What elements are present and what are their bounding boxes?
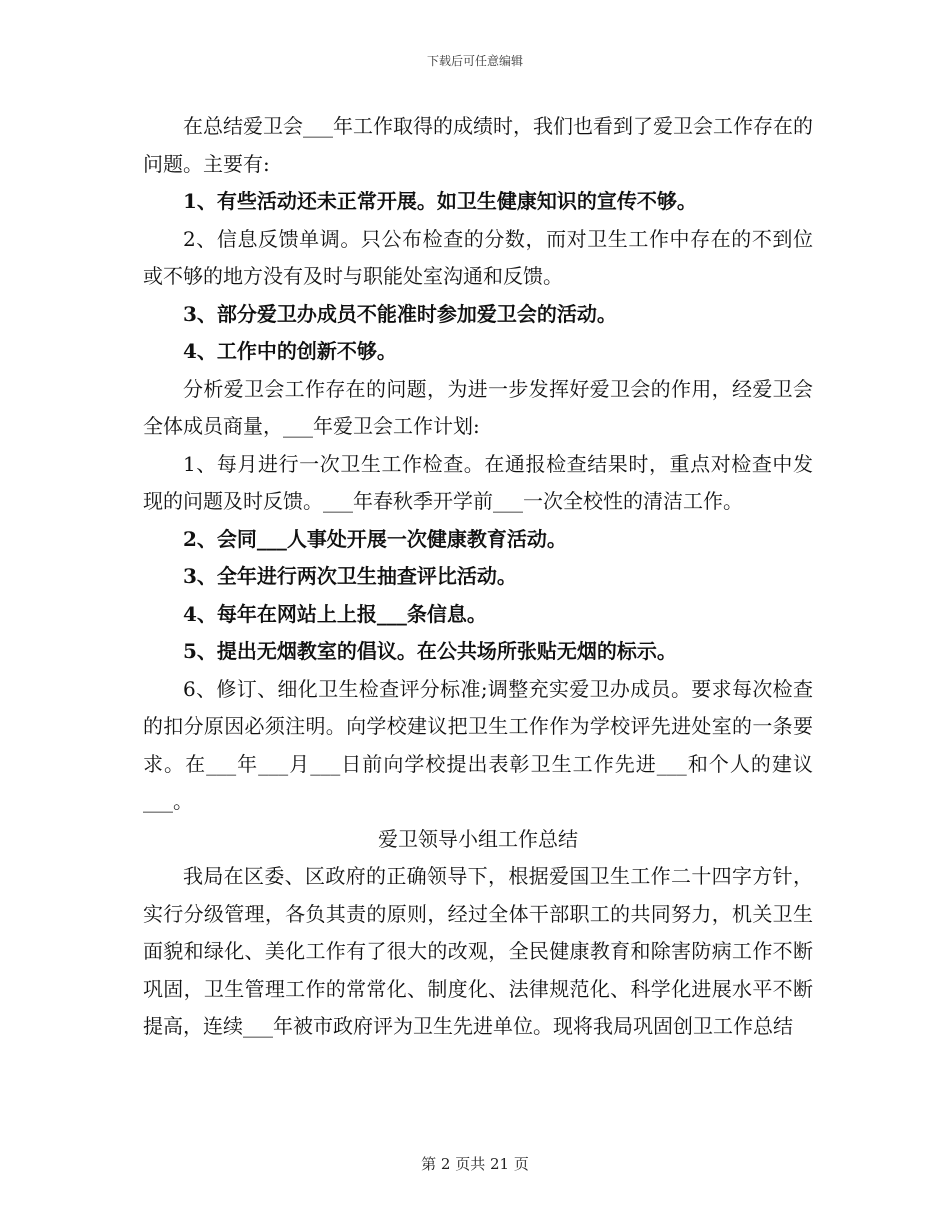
page-footer: 第 2 页共 21 页 (421, 1155, 529, 1173)
section-title: 爱卫领导小组工作总结 (378, 826, 578, 851)
paragraph-summary: 我局在区委、区政府的正确领导下，根据爱国卫生工作二十四字方针，实行分级管理，各负其责的原则，经过全体干部职工的共同努力，机关卫生面貌和绿化、美化工作有了很大的改观，全民健康教育和除害防病工作不断巩固，卫生管理工作的常常化、制度化、法律规范化、科学化进展水平不断提高，连续___年被市政府评为卫生先进单位。现将我局巩固创卫工作总结 (143, 864, 813, 1038)
paragraph-problem-4: 4、工作中的创新不够。 (183, 339, 397, 363)
paragraph-plan-1: 1、每月进行一次卫生工作检查。在通报检查结果时，重点对检查中发现的问题及时反馈。___年春秋季开学前___一次全校性的清洁工作。 (143, 451, 813, 513)
paragraph-plan-3: 3、全年进行两次卫生抽查评比活动。 (183, 564, 517, 588)
paragraph-plan-4: 4、每年在网站上上报___条信息。 (183, 601, 487, 626)
paragraph-intro: 在总结爱卫会___年工作取得的成绩时，我们也看到了爱卫会工作存在的问题。主要有: (143, 114, 813, 176)
paragraph-plan-6: 6、修订、细化卫生检查评分标准;调整充实爱卫办成员。要求每次检查的扣分原因必须注明。向学校建议把卫生工作作为学校评先进处室的一条要求。在___年___月___日前向学校提出表彰卫生工作先进___和个人的建议___。 (143, 676, 813, 813)
paragraph-plan-2: 2、会同___人事处开展一次健康教育活动。 (183, 526, 567, 551)
paragraph-analysis: 分析爱卫会工作存在的问题，为进一步发挥好爱卫会的作用，经爱卫会全体成员商量，___年爱卫会工作计划: (143, 376, 813, 438)
document-body (143, 108, 813, 1046)
paragraph-plan-5: 5、提出无烟教室的倡议。在公共场所张贴无烟的标示。 (183, 639, 677, 663)
paragraph-problem-3: 3、部分爱卫办成员不能准时参加爱卫会的活动。 (183, 301, 617, 326)
page-header: 下载后可任意编辑 (426, 54, 523, 68)
paragraph-problem-2: 2、信息反馈单调。只公布检查的分数，而对卫生工作中存在的不到位或不够的地方没有及时与职能处室沟通和反馈。 (143, 226, 813, 288)
paragraph-problem-1: 1、有些活动还未正常开展。如卫生健康知识的宣传不够。 (183, 189, 697, 213)
